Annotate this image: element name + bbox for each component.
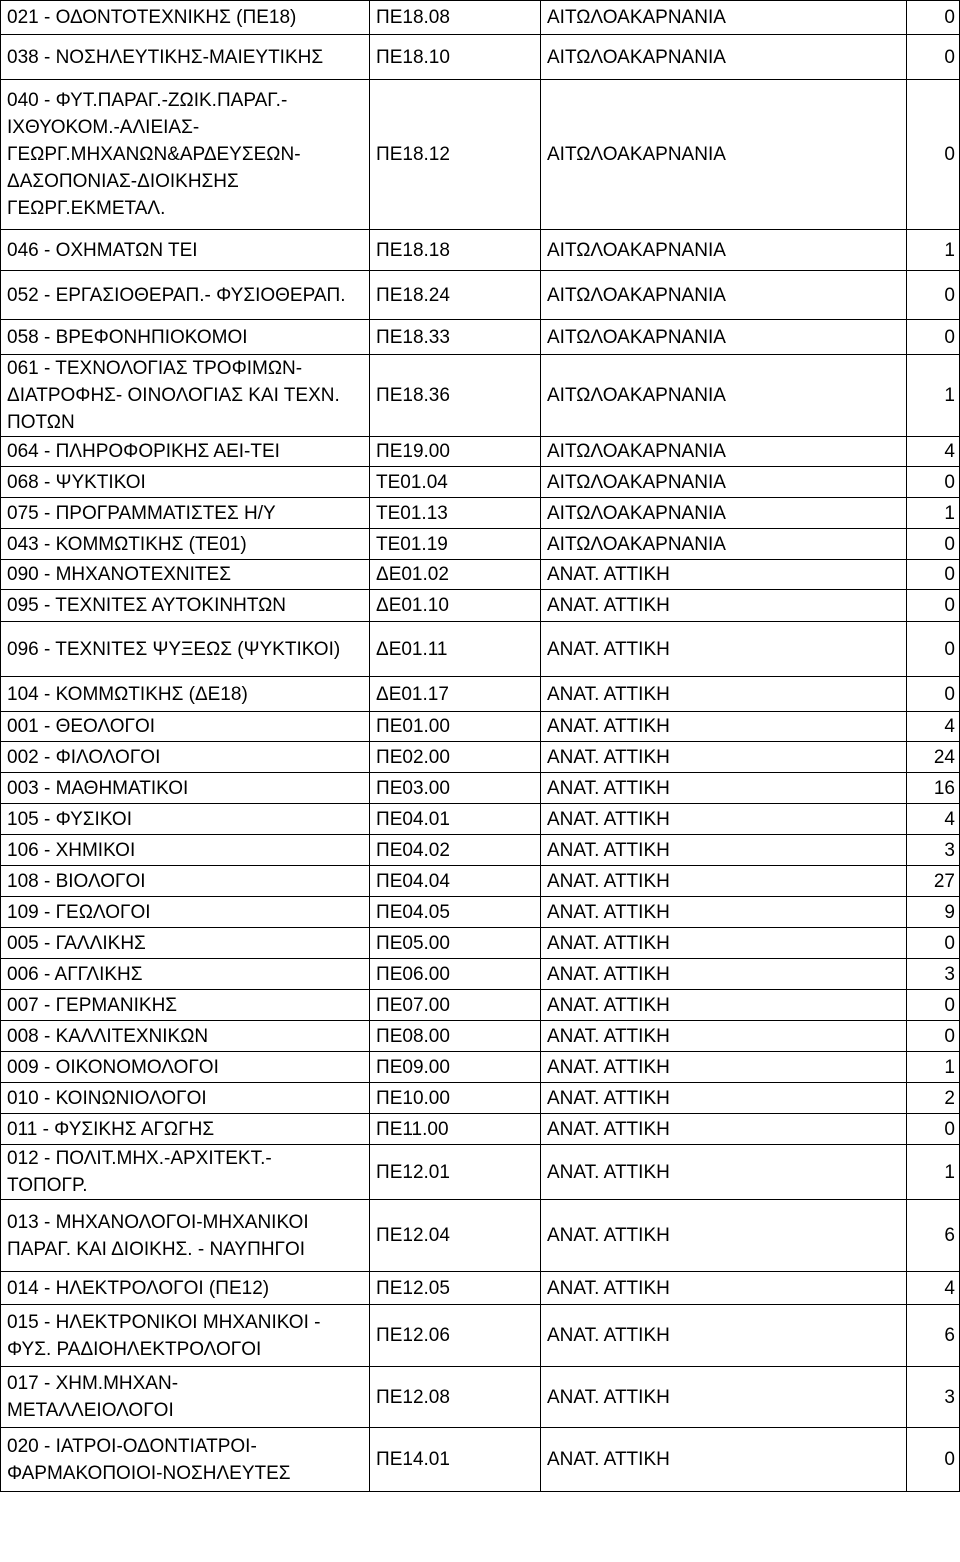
area-cell: ΑΝΑΤ. ΑΤΤΙΚΗ <box>541 742 907 773</box>
count-cell: 0 <box>907 1021 960 1052</box>
code-cell: ΠΕ04.05 <box>370 897 541 928</box>
specialty-cell: 008 - ΚΑΛΛΙΤΕΧΝΙΚΩΝ <box>1 1021 370 1052</box>
area-cell: ΑΝΑΤ. ΑΤΤΙΚΗ <box>541 712 907 742</box>
code-cell: ΠΕ07.00 <box>370 990 541 1021</box>
code-cell: ΠΕ04.04 <box>370 866 541 897</box>
table-row <box>1 928 960 959</box>
area-cell: ΑΙΤΩΛΟΑΚΑΡΝΑΝΙΑ <box>541 437 907 467</box>
code-cell: ΠΕ06.00 <box>370 959 541 990</box>
area-cell: ΑΙΤΩΛΟΑΚΑΡΝΑΝΙΑ <box>541 320 907 355</box>
count-cell: 1 <box>907 1145 960 1200</box>
table-row <box>1 1021 960 1052</box>
table-row <box>1 1428 960 1492</box>
code-cell: ΔΕ01.17 <box>370 677 541 712</box>
table-row <box>1 271 960 320</box>
code-cell: ΔΕ01.10 <box>370 590 541 622</box>
specialty-cell: 003 - ΜΑΘΗΜΑΤΙΚΟΙ <box>1 773 370 804</box>
code-cell: ΠΕ18.24 <box>370 271 541 320</box>
specialty-cell: 109 - ΓΕΩΛΟΓΟΙ <box>1 897 370 928</box>
specialty-cell: 058 - ΒΡΕΦΟΝΗΠΙΟΚΟΜΟΙ <box>1 320 370 355</box>
table-row <box>1 355 960 437</box>
count-cell: 4 <box>907 1272 960 1305</box>
specialty-cell: 013 - ΜΗΧΑΝΟΛΟΓΟΙ-ΜΗΧΑΝΙΚΟΙ ΠΑΡΑΓ. ΚΑΙ ΔΙΟΙΚΗΣ. - ΝΑΥΠΗΓΟΙ <box>1 1200 370 1272</box>
count-cell: 0 <box>907 590 960 622</box>
code-cell: ΤΕ01.13 <box>370 498 541 529</box>
count-cell: 1 <box>907 498 960 529</box>
area-cell: ΑΝΑΤ. ΑΤΤΙΚΗ <box>541 959 907 990</box>
table-row <box>1 590 960 622</box>
code-cell: ΠΕ14.01 <box>370 1428 541 1492</box>
specialty-cell: 108 - ΒΙΟΛΟΓΟΙ <box>1 866 370 897</box>
code-cell: ΠΕ03.00 <box>370 773 541 804</box>
specialty-cell: 095 - ΤΕΧΝΙΤΕΣ ΑΥΤΟΚΙΝΗΤΩΝ <box>1 590 370 622</box>
count-cell: 0 <box>907 928 960 959</box>
area-cell: ΑΝΑΤ. ΑΤΤΙΚΗ <box>541 1305 907 1367</box>
table-row <box>1 1272 960 1305</box>
code-cell: ΠΕ10.00 <box>370 1083 541 1114</box>
table-row <box>1 712 960 742</box>
count-cell: 0 <box>907 35 960 80</box>
specialty-cell: 007 - ΓΕΡΜΑΝΙΚΗΣ <box>1 990 370 1021</box>
count-cell: 2 <box>907 1083 960 1114</box>
table-row <box>1 467 960 498</box>
specialty-cell: 017 - ΧΗΜ.ΜΗΧΑΝ- ΜΕΤΑΛΛΕΙΟΛΟΓΟΙ <box>1 1367 370 1428</box>
count-cell: 6 <box>907 1200 960 1272</box>
code-cell: ΠΕ09.00 <box>370 1052 541 1083</box>
specialty-cell: 090 - ΜΗΧΑΝΟΤΕΧΝΙΤΕΣ <box>1 560 370 590</box>
count-cell: 4 <box>907 804 960 835</box>
area-cell: ΑΝΑΤ. ΑΤΤΙΚΗ <box>541 677 907 712</box>
table-row <box>1 1200 960 1272</box>
specialty-cell: 006 - ΑΓΓΛΙΚΗΣ <box>1 959 370 990</box>
specialty-cell: 104 - ΚΟΜΜΩΤΙΚΗΣ (ΔΕ18) <box>1 677 370 712</box>
code-cell: ΠΕ18.08 <box>370 1 541 35</box>
code-cell: ΠΕ18.12 <box>370 80 541 230</box>
count-cell: 0 <box>907 1 960 35</box>
specialty-cell: 001 - ΘΕΟΛΟΓΟΙ <box>1 712 370 742</box>
code-cell: ΠΕ12.06 <box>370 1305 541 1367</box>
count-cell: 1 <box>907 230 960 271</box>
area-cell: ΑΙΤΩΛΟΑΚΑΡΝΑΝΙΑ <box>541 355 907 437</box>
area-cell: ΑΝΑΤ. ΑΤΤΙΚΗ <box>541 897 907 928</box>
table-row <box>1 990 960 1021</box>
code-cell: ΠΕ12.01 <box>370 1145 541 1200</box>
table-body <box>1 1 960 1492</box>
area-cell: ΑΝΑΤ. ΑΤΤΙΚΗ <box>541 590 907 622</box>
area-cell: ΑΝΑΤ. ΑΤΤΙΚΗ <box>541 1272 907 1305</box>
specialty-cell: 002 - ΦΙΛΟΛΟΓΟΙ <box>1 742 370 773</box>
specialty-cell: 010 - ΚΟΙΝΩΝΙΟΛΟΓΟΙ <box>1 1083 370 1114</box>
code-cell: ΠΕ04.02 <box>370 835 541 866</box>
area-cell: ΑΝΑΤ. ΑΤΤΙΚΗ <box>541 1052 907 1083</box>
code-cell: ΠΕ12.08 <box>370 1367 541 1428</box>
table-row <box>1 1145 960 1200</box>
table-row <box>1 35 960 80</box>
table-row <box>1 437 960 467</box>
specialty-cell: 038 - ΝΟΣΗΛΕΥΤΙΚΗΣ-ΜΑΙΕΥΤΙΚΗΣ <box>1 35 370 80</box>
code-cell: ΠΕ18.36 <box>370 355 541 437</box>
table-row <box>1 773 960 804</box>
table-row <box>1 1052 960 1083</box>
specialty-cell: 040 - ΦΥΤ.ΠΑΡΑΓ.-ΖΩΙΚ.ΠΑΡΑΓ.- ΙΧΘΥΟΚΟΜ.-ΑΛΙΕΙΑΣ- ΓΕΩΡΓ.ΜΗΧΑΝΩΝ&ΑΡΔΕΥΣΕΩΝ- ΔΑΣΟΠΟΝΙΑΣ-ΔΙΟΙΚΗΣΗΣ ΓΕΩΡΓ.ΕΚΜΕΤΑΛ. <box>1 80 370 230</box>
specialty-cell: 021 - ΟΔΟΝΤΟΤΕΧΝΙΚΗΣ (ΠΕ18) <box>1 1 370 35</box>
specialty-cell: 005 - ΓΑΛΛΙΚΗΣ <box>1 928 370 959</box>
count-cell: 0 <box>907 622 960 677</box>
table-row <box>1 804 960 835</box>
specialty-cell: 064 - ΠΛΗΡΟΦΟΡΙΚΗΣ ΑΕΙ-ΤΕΙ <box>1 437 370 467</box>
count-cell: 1 <box>907 355 960 437</box>
specialty-cell: 061 - ΤΕΧΝΟΛΟΓΙΑΣ ΤΡΟΦΙΜΩΝ- ΔΙΑΤΡΟΦΗΣ- ΟΙΝΟΛΟΓΙΑΣ ΚΑΙ ΤΕΧΝ. ΠΟΤΩΝ <box>1 355 370 437</box>
area-cell: ΑΙΤΩΛΟΑΚΑΡΝΑΝΙΑ <box>541 230 907 271</box>
specialty-cell: 011 - ΦΥΣΙΚΗΣ ΑΓΩΓΗΣ <box>1 1114 370 1145</box>
table-row <box>1 677 960 712</box>
area-cell: ΑΝΑΤ. ΑΤΤΙΚΗ <box>541 1145 907 1200</box>
code-cell: ΤΕ01.19 <box>370 529 541 560</box>
table-row <box>1 866 960 897</box>
table-row <box>1 835 960 866</box>
count-cell: 3 <box>907 959 960 990</box>
specialty-cell: 075 - ΠΡΟΓΡΑΜΜΑΤΙΣΤΕΣ Η/Υ <box>1 498 370 529</box>
area-cell: ΑΝΑΤ. ΑΤΤΙΚΗ <box>541 804 907 835</box>
area-cell: ΑΙΤΩΛΟΑΚΑΡΝΑΝΙΑ <box>541 271 907 320</box>
table-row <box>1 897 960 928</box>
area-cell: ΑΝΑΤ. ΑΤΤΙΚΗ <box>541 1367 907 1428</box>
table-row <box>1 1114 960 1145</box>
code-cell: ΔΕ01.11 <box>370 622 541 677</box>
count-cell: 0 <box>907 1114 960 1145</box>
count-cell: 0 <box>907 560 960 590</box>
area-cell: ΑΝΑΤ. ΑΤΤΙΚΗ <box>541 835 907 866</box>
code-cell: ΠΕ08.00 <box>370 1021 541 1052</box>
specialty-cell: 068 - ΨΥΚΤΙΚΟΙ <box>1 467 370 498</box>
count-cell: 24 <box>907 742 960 773</box>
area-cell: ΑΝΑΤ. ΑΤΤΙΚΗ <box>541 866 907 897</box>
count-cell: 1 <box>907 1052 960 1083</box>
area-cell: ΑΙΤΩΛΟΑΚΑΡΝΑΝΙΑ <box>541 467 907 498</box>
count-cell: 3 <box>907 835 960 866</box>
table-row <box>1 1305 960 1367</box>
table-row <box>1 959 960 990</box>
specialty-cell: 015 - ΗΛΕΚΤΡΟΝΙΚΟΙ ΜΗΧΑΝΙΚΟΙ - ΦΥΣ. ΡΑΔΙΟΗΛΕΚΤΡΟΛΟΓΟΙ <box>1 1305 370 1367</box>
area-cell: ΑΝΑΤ. ΑΤΤΙΚΗ <box>541 773 907 804</box>
specialty-cell: 009 - ΟΙΚΟΝΟΜΟΛΟΓΟΙ <box>1 1052 370 1083</box>
area-cell: ΑΙΤΩΛΟΑΚΑΡΝΑΝΙΑ <box>541 498 907 529</box>
area-cell: ΑΝΑΤ. ΑΤΤΙΚΗ <box>541 1114 907 1145</box>
count-cell: 4 <box>907 712 960 742</box>
table-row <box>1 1367 960 1428</box>
count-cell: 0 <box>907 677 960 712</box>
area-cell: ΑΝΑΤ. ΑΤΤΙΚΗ <box>541 1021 907 1052</box>
code-cell: ΠΕ05.00 <box>370 928 541 959</box>
area-cell: ΑΝΑΤ. ΑΤΤΙΚΗ <box>541 1083 907 1114</box>
count-cell: 6 <box>907 1305 960 1367</box>
count-cell: 0 <box>907 271 960 320</box>
table-row <box>1 529 960 560</box>
code-cell: ΔΕ01.02 <box>370 560 541 590</box>
area-cell: ΑΝΑΤ. ΑΤΤΙΚΗ <box>541 1428 907 1492</box>
count-cell: 0 <box>907 320 960 355</box>
count-cell: 0 <box>907 1428 960 1492</box>
area-cell: ΑΝΑΤ. ΑΤΤΙΚΗ <box>541 990 907 1021</box>
area-cell: ΑΙΤΩΛΟΑΚΑΡΝΑΝΙΑ <box>541 1 907 35</box>
count-cell: 0 <box>907 467 960 498</box>
count-cell: 0 <box>907 529 960 560</box>
area-cell: ΑΙΤΩΛΟΑΚΑΡΝΑΝΙΑ <box>541 529 907 560</box>
area-cell: ΑΙΤΩΛΟΑΚΑΡΝΑΝΙΑ <box>541 80 907 230</box>
count-cell: 0 <box>907 990 960 1021</box>
specialty-cell: 046 - ΟΧΗΜΑΤΩΝ ΤΕΙ <box>1 230 370 271</box>
table-row <box>1 1083 960 1114</box>
count-cell: 4 <box>907 437 960 467</box>
code-cell: ΠΕ01.00 <box>370 712 541 742</box>
code-cell: ΠΕ18.18 <box>370 230 541 271</box>
area-cell: ΑΙΤΩΛΟΑΚΑΡΝΑΝΙΑ <box>541 35 907 80</box>
code-cell: ΠΕ12.05 <box>370 1272 541 1305</box>
table-row <box>1 622 960 677</box>
code-cell: ΠΕ18.10 <box>370 35 541 80</box>
table-row <box>1 230 960 271</box>
code-cell: ΠΕ12.04 <box>370 1200 541 1272</box>
table-row <box>1 498 960 529</box>
specialty-cell: 012 - ΠΟΛΙΤ.ΜΗΧ.-ΑΡΧΙΤΕΚΤ.- ΤΟΠΟΓΡ. <box>1 1145 370 1200</box>
code-cell: ΠΕ18.33 <box>370 320 541 355</box>
table-row <box>1 742 960 773</box>
table-row <box>1 320 960 355</box>
specialty-cell: 052 - ΕΡΓΑΣΙΟΘΕΡΑΠ.- ΦΥΣΙΟΘΕΡΑΠ. <box>1 271 370 320</box>
area-cell: ΑΝΑΤ. ΑΤΤΙΚΗ <box>541 1200 907 1272</box>
table-row <box>1 560 960 590</box>
specialty-cell: 105 - ΦΥΣΙΚΟΙ <box>1 804 370 835</box>
area-cell: ΑΝΑΤ. ΑΤΤΙΚΗ <box>541 622 907 677</box>
specialty-cell: 043 - ΚΟΜΜΩΤΙΚΗΣ (ΤΕ01) <box>1 529 370 560</box>
count-cell: 3 <box>907 1367 960 1428</box>
count-cell: 16 <box>907 773 960 804</box>
table-row <box>1 80 960 230</box>
code-cell: ΠΕ04.01 <box>370 804 541 835</box>
count-cell: 0 <box>907 80 960 230</box>
specialty-cell: 096 - ΤΕΧΝΙΤΕΣ ΨΥΞΕΩΣ (ΨΥΚΤΙΚΟΙ) <box>1 622 370 677</box>
code-cell: ΠΕ02.00 <box>370 742 541 773</box>
specialty-cell: 014 - ΗΛΕΚΤΡΟΛΟΓΟΙ (ΠΕ12) <box>1 1272 370 1305</box>
table-row <box>1 1 960 35</box>
area-cell: ΑΝΑΤ. ΑΤΤΙΚΗ <box>541 560 907 590</box>
specialty-cell: 106 - ΧΗΜΙΚΟΙ <box>1 835 370 866</box>
code-cell: ΠΕ19.00 <box>370 437 541 467</box>
count-cell: 9 <box>907 897 960 928</box>
code-cell: ΤΕ01.04 <box>370 467 541 498</box>
code-cell: ΠΕ11.00 <box>370 1114 541 1145</box>
area-cell: ΑΝΑΤ. ΑΤΤΙΚΗ <box>541 928 907 959</box>
count-cell: 27 <box>907 866 960 897</box>
specialty-cell: 020 - ΙΑΤΡΟΙ-ΟΔΟΝΤΙΑΤΡΟΙ- ΦΑΡΜΑΚΟΠΟΙΟΙ-ΝΟΣΗΛΕΥΤΕΣ <box>1 1428 370 1492</box>
